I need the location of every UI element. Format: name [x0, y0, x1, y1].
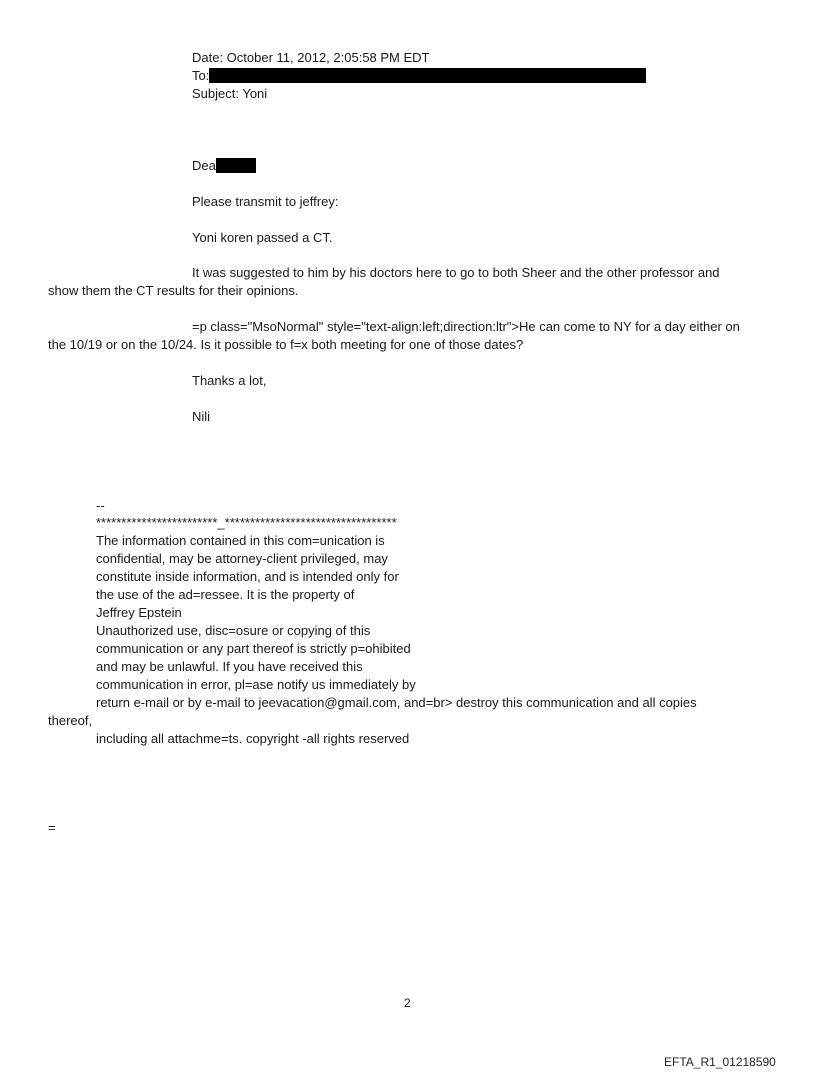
- body-paragraph-1a: It was suggested to him by his doctors here to go to both Sheer and the other professor and: [192, 265, 720, 280]
- redaction-bar: [216, 158, 256, 173]
- body-paragraph-1b: show them the CT results for their opinions.: [48, 283, 299, 298]
- trailing-equals: =: [48, 820, 56, 835]
- greeting: Dea: [192, 158, 216, 173]
- signature: Nili: [192, 409, 211, 424]
- redaction-bar: [209, 68, 646, 83]
- disclaimer-line: and may be unlawful. If you have received this: [96, 659, 363, 674]
- email-to-label: To:: [192, 68, 210, 83]
- email-to-row: [192, 67, 646, 84]
- body-paragraph-2a: =p class="MsoNormal" style="text-align:left;direction:ltr">He can come to NY for a day either on: [192, 319, 740, 334]
- disclaimer-line: constitute inside information, and is intended only for: [96, 569, 399, 584]
- disclaimer-wrap: thereof,: [48, 713, 93, 728]
- body-line-transmit: Please transmit to jeffrey:: [192, 194, 339, 209]
- email-subject: Subject: Yoni: [192, 86, 268, 101]
- signature-separator: --: [96, 498, 105, 513]
- document-id: EFTA_R1_01218590: [664, 1055, 776, 1069]
- disclaimer-line: confidential, may be attorney-client privileged, may: [96, 551, 388, 566]
- body-line-ct: Yoni koren passed a CT.: [192, 230, 333, 245]
- email-date: Date: October 11, 2012, 2:05:58 PM EDT: [192, 50, 430, 65]
- disclaimer-line: return e-mail or by e-mail to jeevacation@gmail.com, and=br> destroy this communication and all copies: [96, 695, 697, 710]
- disclaimer-line: communication in error, pl=ase notify us immediately by: [96, 677, 416, 692]
- closing-thanks: Thanks a lot,: [192, 373, 267, 388]
- disclaimer-line: The information contained in this com=unication is: [96, 533, 385, 548]
- disclaimer-line: Jeffrey Epstein: [96, 605, 182, 620]
- disclaimer-line: communication or any part thereof is strictly p=ohibited: [96, 641, 411, 656]
- disclaimer-line: Unauthorized use, disc=osure or copying of this: [96, 623, 371, 638]
- greeting-row: [192, 157, 256, 174]
- disclaimer-stars: ************************_**********************************: [96, 515, 397, 530]
- disclaimer-last-line: including all attachme=ts. copyright -all rights reserved: [96, 731, 410, 746]
- page-number: 2: [404, 996, 411, 1010]
- disclaimer-line: the use of the ad=ressee. It is the property of: [96, 587, 355, 602]
- body-paragraph-2b: the 10/19 or on the 10/24. Is it possible to f=x both meeting for one of those dates?: [48, 337, 524, 352]
